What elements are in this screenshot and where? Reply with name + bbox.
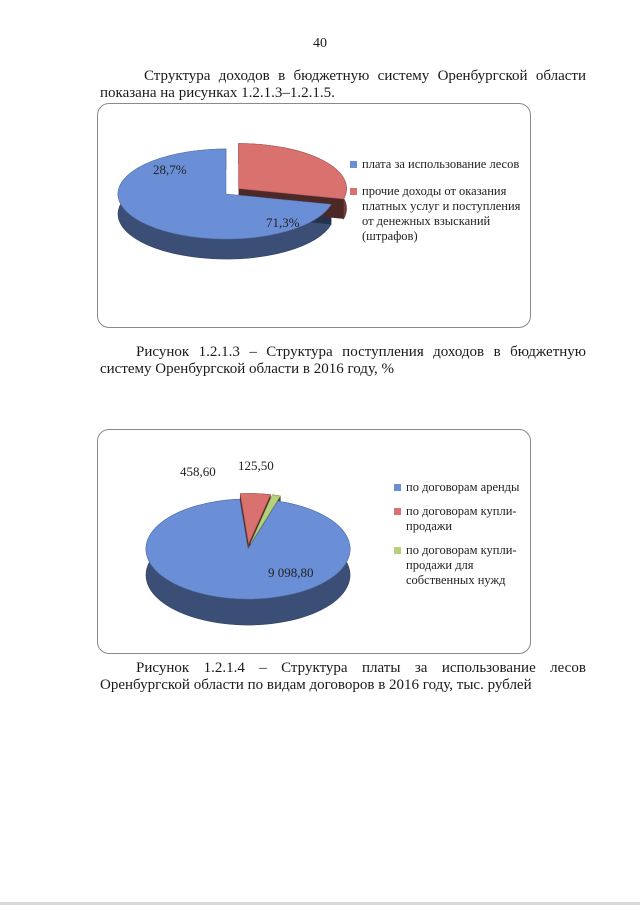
pie-data-label: 71,3% [266, 215, 300, 230]
caption-word: Рисунок [136, 344, 190, 360]
legend-swatch [350, 188, 357, 195]
intro-text: Структура доходов в бюджетную систему Оренбургской области показана на рисунках 1.2.1.3–1.2.1.5. [100, 68, 586, 101]
caption-word: использование [441, 660, 536, 676]
caption-word: платы [361, 660, 401, 676]
legend-label: плата за использование лесов [362, 157, 520, 171]
caption-word: – [249, 344, 257, 360]
legend-label: по договорам аренды [406, 480, 520, 494]
chart-2-legend [394, 480, 524, 597]
legend-swatch [394, 508, 401, 515]
caption-word: 1.2.1.4 [203, 660, 245, 676]
caption-word: бюджетную [510, 344, 586, 360]
figure-2-caption [100, 660, 586, 694]
caption-word: поступления [342, 344, 424, 360]
chart-2-legend-item [394, 543, 524, 588]
figure-1-caption [100, 344, 586, 378]
legend-label: прочие доходы от оказания платных услуг и поступления от денежных взысканий (штрафов) [362, 184, 521, 243]
caption-word: – [259, 660, 267, 676]
caption-word: Структура [281, 660, 348, 676]
caption-line-2: Оренбургской области по видам договоров в 2016 году, тыс. рублей [100, 677, 532, 693]
legend-label: по договорам купли-продажи [406, 504, 517, 533]
pie-data-label: 458,60 [180, 464, 216, 479]
chart-1-legend-item [350, 157, 525, 172]
pie-slices [118, 144, 347, 259]
pie-data-label: 125,50 [238, 458, 274, 473]
caption-word: Рисунок [136, 660, 190, 676]
pie-slices [146, 494, 350, 625]
caption-word: доходов [433, 344, 485, 360]
chart-1-legend-item [350, 184, 525, 244]
pie-data-label: 9 098,80 [268, 565, 314, 580]
caption-word: Структура [266, 344, 333, 360]
chart-2-legend-item [394, 480, 524, 495]
pie-data-label: 28,7% [153, 162, 187, 177]
caption-word: лесов [550, 660, 586, 676]
caption-line-1 [100, 344, 586, 361]
caption-line-2: систему Оренбургской области в 2016 году, % [100, 361, 394, 377]
caption-line-1 [100, 660, 586, 677]
legend-swatch [350, 161, 357, 168]
legend-swatch [394, 547, 401, 554]
chart-2-frame [97, 429, 531, 654]
intro-paragraph [100, 68, 586, 102]
caption-word: в [493, 344, 501, 360]
chart-1-legend [350, 157, 525, 253]
caption-word: за [414, 660, 428, 676]
caption-word: 1.2.1.3 [198, 344, 240, 360]
chart-1-frame [97, 103, 531, 328]
chart-2-legend-item [394, 504, 524, 534]
legend-swatch [394, 484, 401, 491]
page-number: 40 [313, 36, 327, 51]
legend-label: по договорам купли-продажи для собственных нужд [406, 543, 517, 587]
